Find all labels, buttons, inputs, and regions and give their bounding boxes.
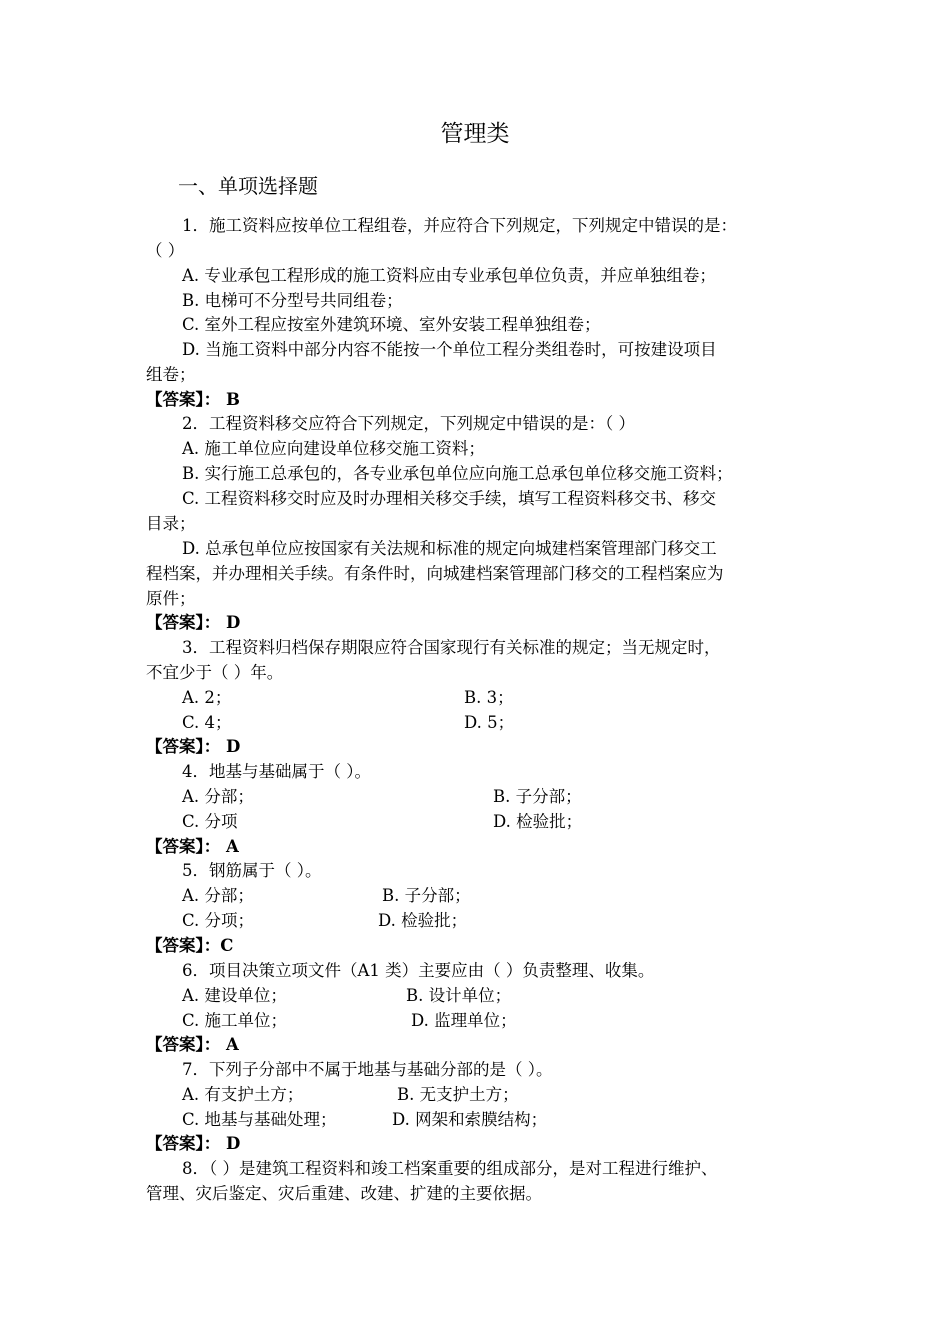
question-3-option-a: A. 2；: [182, 688, 232, 707]
question-4-option-b: B. 子分部；: [493, 787, 582, 806]
question-2-option-a: A. 施工单位应向建设单位移交施工资料；: [182, 439, 485, 458]
question-3-text: 3．工程资料归档保存期限应符合国家现行有关标准的规定；当无规定时，: [182, 638, 721, 657]
question-4-text: 4．地基与基础属于（ ）。: [182, 762, 371, 781]
question-2-option-d-cont-1: 程档案，并办理相关手续。有条件时，向城建档案管理部门移交的工程档案应为: [146, 564, 724, 583]
question-5-option-b: B. 子分部；: [382, 886, 471, 905]
question-5-option-a: A. 分部；: [182, 886, 254, 905]
question-4-option-d: D. 检验批；: [493, 812, 583, 831]
page-title: 管理类: [440, 121, 510, 147]
question-6-option-d: D. 监理单位；: [411, 1011, 517, 1030]
question-4-option-c: C. 分项: [182, 812, 238, 831]
question-1-option-d-cont: 组卷；: [146, 365, 196, 384]
question-2-option-d-cont-2: 原件；: [146, 589, 196, 608]
question-1-option-c: C. 室外工程应按室外建筑环境、室外安装工程单独组卷；: [182, 315, 601, 334]
question-6-option-a: A. 建设单位；: [182, 986, 287, 1005]
section-heading: 一、单项选择题: [178, 174, 318, 198]
question-2-option-c-cont: 目录；: [146, 514, 196, 533]
answer-1: 【答案】： B: [146, 390, 240, 409]
question-7-option-d: D. 网架和索膜结构；: [392, 1110, 548, 1129]
question-3-option-c: C. 4；: [182, 713, 232, 732]
question-6-option-c: C. 施工单位；: [182, 1011, 288, 1030]
question-2-option-d: D. 总承包单位应按国家有关法规和标准的规定向城建档案管理部门移交工: [182, 539, 717, 558]
question-3-option-b: B. 3；: [464, 688, 514, 707]
answer-5: 【答案】：C: [146, 936, 234, 955]
answer-3: 【答案】： D: [146, 737, 241, 756]
question-1-blank: （ ）: [146, 241, 185, 260]
question-1-option-a: A. 专业承包工程形成的施工资料应由专业承包单位负责，并应单独组卷；: [182, 266, 716, 285]
question-2-option-b: B. 实行施工总承包的，各专业承包单位应向施工总承包单位移交施工资料；: [182, 464, 733, 483]
question-5-text: 5．钢筋属于（ ）。: [182, 861, 322, 880]
question-1-text: 1．施工资料应按单位工程组卷，并应符合下列规定，下列规定中错误的是：: [182, 216, 737, 235]
question-6-text: 6．项目决策立项文件（A1 类）主要应由（ ）负责整理、收集。: [182, 961, 655, 980]
answer-2: 【答案】： D: [146, 613, 241, 632]
answer-6: 【答案】： A: [146, 1035, 239, 1054]
question-7-option-c: C. 地基与基础处理；: [182, 1110, 337, 1129]
question-8-text: 8．（ ）是建筑工程资料和竣工档案重要的组成部分，是对工程进行维护、: [182, 1159, 718, 1178]
question-3-text-cont: 不宜少于（ ）年。: [146, 663, 284, 682]
question-1-option-b: B. 电梯可不分型号共同组卷；: [182, 291, 403, 310]
question-2-option-c: C. 工程资料移交时应及时办理相关移交手续，填写工程资料移交书、移交: [182, 489, 717, 508]
question-7-option-a: A. 有支护土方；: [182, 1085, 304, 1104]
question-4-option-a: A. 分部；: [182, 787, 254, 806]
question-7-option-b: B. 无支护土方；: [397, 1085, 519, 1104]
question-7-text: 7．下列子分部中不属于地基与基础分部的是（ ）。: [182, 1060, 553, 1079]
answer-4: 【答案】： A: [146, 837, 239, 856]
question-1-option-d: D. 当施工资料中部分内容不能按一个单位工程分类组卷时，可按建设项目: [182, 340, 717, 359]
question-5-option-d: D. 检验批；: [378, 911, 468, 930]
question-8-text-cont: 管理、灾后鉴定、灾后重建、改建、扩建的主要依据。: [146, 1184, 542, 1203]
question-3-option-d: D. 5；: [464, 713, 515, 732]
question-6-option-b: B. 设计单位；: [406, 986, 512, 1005]
answer-7: 【答案】： D: [146, 1134, 241, 1153]
question-2-text: 2．工程资料移交应符合下列规定，下列规定中错误的是：（ ）: [182, 414, 635, 433]
question-5-option-c: C. 分项；: [182, 911, 255, 930]
